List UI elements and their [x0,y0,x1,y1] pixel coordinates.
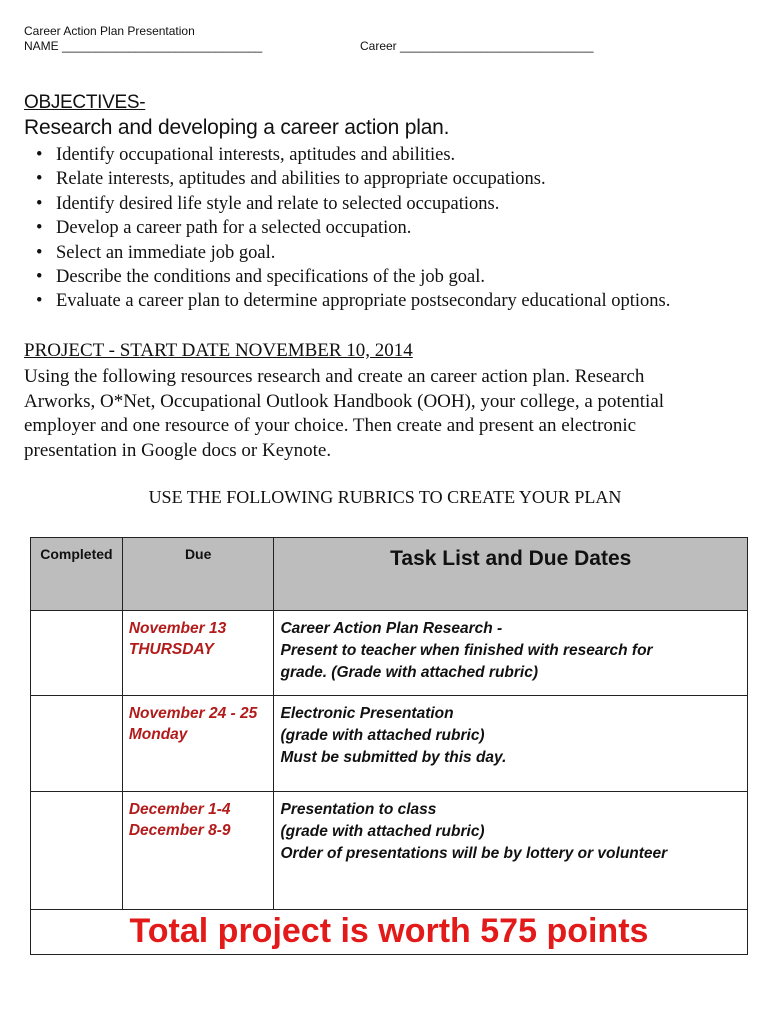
task-cell [274,792,748,910]
project-line: Using the following resources research and create an career action plan. Research [24,366,645,387]
objective-item: • Select an immediate job goal. [24,241,670,265]
task-line: Electronic Presentation [280,705,454,722]
objective-item: • Identify occupational interests, aptitudes and abilities. [24,143,670,167]
project-line: Arworks, O*Net, Occupational Outlook Handbook (OOH), your college, a potential [24,390,665,412]
due-date-line: Monday [128,726,188,743]
objectives-list [24,143,670,314]
objectives-subheading: Research and developing a career action plan. [24,116,450,139]
task-line: Career Action Plan Research - [280,620,503,637]
completed-column-header: Completed [31,538,123,611]
document-title: Career Action Plan Presentation [24,24,195,38]
table-header-row [31,538,748,611]
career-field-label: Career _____________________________ [360,39,594,53]
rubrics-note: USE THE FOLLOWING RUBRICS TO CREATE YOUR PLAN [148,487,622,507]
due-date-line: November 13 [128,620,227,637]
objective-item: • Relate interests, aptitudes and abilities to appropriate occupations. [24,167,670,191]
task-line: Present to teacher when finished with research for [280,642,653,659]
objectives-heading: OBJECTIVES- [24,92,146,113]
task-table [30,537,748,955]
project-line: employer and one resource of your choice. Then create and present an electronic [24,415,637,436]
name-field-label: NAME ______________________________ [24,39,263,53]
due-date-cell [122,611,274,696]
due-date-cell [122,696,274,792]
task-line: Order of presentations will be by lottery or volunteer [280,845,668,862]
task-line: Presentation to class [280,801,437,818]
completed-checkbox-cell[interactable] [31,611,123,696]
tasks-column-header: Task List and Due Dates [274,538,748,611]
due-date-line: December 8-9 [128,822,231,839]
task-line: (grade with attached rubric) [280,727,485,744]
due-date-cell [122,792,274,910]
total-points: Total project is worth 575 points [31,910,748,955]
project-description [24,365,744,463]
task-cell [274,696,748,792]
objective-item: • Evaluate a career plan to determine appropriate postsecondary educational options. [24,289,670,313]
project-heading: PROJECT - START DATE NOVEMBER 10, 2014 [24,340,413,361]
objective-item: • Describe the conditions and specifications of the job goal. [24,265,670,289]
task-line: grade. (Grade with attached rubric) [280,664,539,681]
table-row [31,792,748,910]
due-column-header: Due [122,538,274,611]
project-line: presentation in Google docs or Keynote. [24,439,332,461]
table-row [31,611,748,696]
task-cell [274,611,748,696]
table-row [31,696,748,792]
task-line: Must be submitted by this day. [280,749,507,766]
total-row [31,910,748,955]
completed-checkbox-cell[interactable] [31,792,123,910]
objective-item: • Develop a career path for a selected occupation. [24,216,670,240]
due-date-line: November 24 - 25 [128,705,258,722]
completed-checkbox-cell[interactable] [31,696,123,792]
due-date-line: THURSDAY [128,641,214,658]
task-line: (grade with attached rubric) [280,823,485,840]
objective-item: • Identify desired life style and relate to selected occupations. [24,192,670,216]
due-date-line: December 1-4 [128,801,231,818]
